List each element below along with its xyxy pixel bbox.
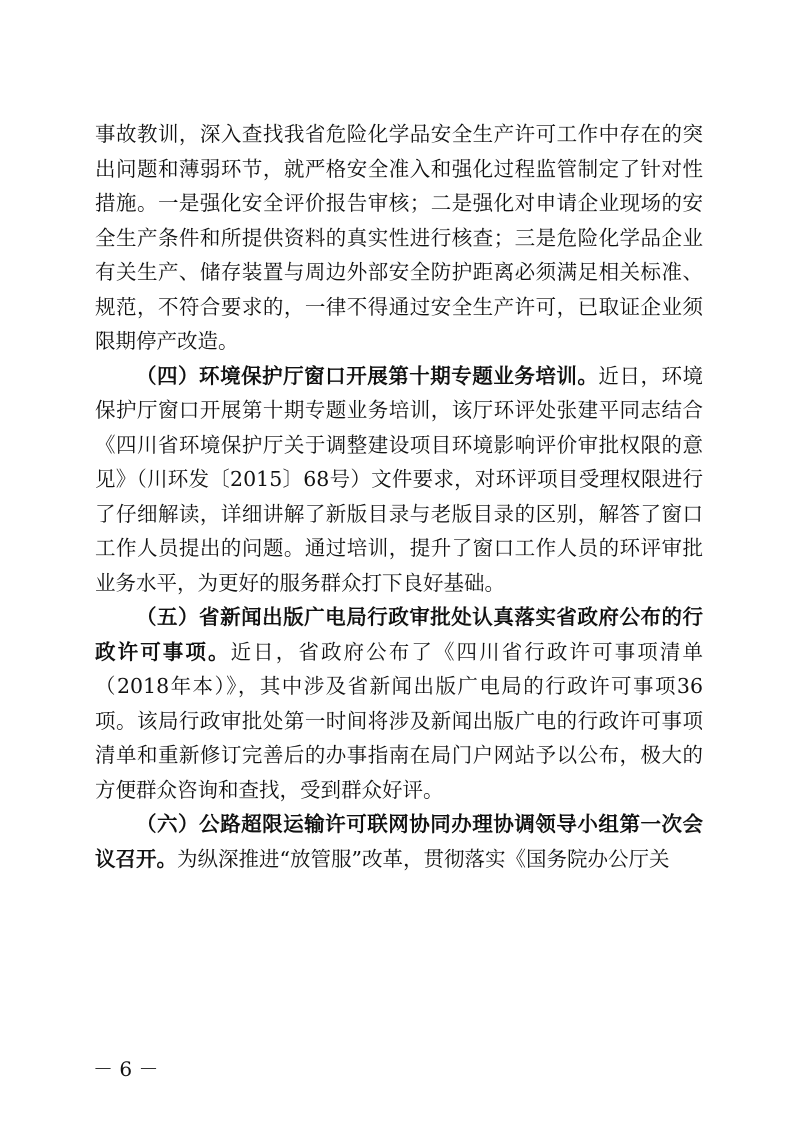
paragraph-item-6 — [95, 807, 703, 876]
paragraph-item-4 — [95, 359, 703, 601]
paragraph-text: 近日，省政府公布了《四川省行政许可事项清单（2018年本）》，其中涉及省新闻出版广电局的行政许可事项36项。该局行政审批处第一时间将涉及新闻出版广电的行政许可事项清单和重新修订完善后的办事指南在局门户网站予以公布，极大的方便群众咨询和查找，受到群众好评。 — [95, 639, 703, 802]
page-number: － 6 － — [93, 1057, 159, 1081]
paragraph-text: 近日，环境保护厅窗口开展第十期专题业务培训，该厅环评处张建平同志结合《四川省环境保护厅关于调整建设项目环境影响评价审批权限的意见》（川环发〔2015〕68号）文件要求，对环评项目受理权限进行了仔细解读，详细讲解了新版目录与老版目录的区别，解答了窗口工作人员提出的问题。通过培训，提升了窗口工作人员的环评审批业务水平，为更好的服务群众打下良好基础。 — [95, 363, 703, 595]
document-body — [95, 117, 703, 876]
paragraph-heading: （四）环境保护厅窗口开展第十期专题业务培训。 — [136, 363, 599, 388]
paragraph-text: 事故教训，深入查找我省危险化学品安全生产许可工作中存在的突出问题和薄弱环节，就严格安全准入和强化过程监管制定了针对性措施。一是强化安全评价报告审核；二是强化对申请企业现场的安全生产条件和所提供资料的真实性进行核查；三是危险化学品企业有关生产、储存装置与周边外部安全防护距离必须满足相关标准、规范，不符合要求的，一律不得通过安全生产许可，已取证企业须限期停产改造。 — [95, 122, 703, 353]
paragraph-heading: （五）省新闻出版广电局行政审批处认真落实省政府公布的行政许可事项。 — [95, 605, 703, 664]
paragraph-item-5 — [95, 600, 703, 807]
paragraph-text: 为纵深推进“放管服”改革，贯彻落实《国务院办公厅关 — [177, 846, 670, 871]
paragraph-continuation — [95, 117, 703, 359]
paragraph-heading: （六）公路超限运输许可联网协同办理协调领导小组第一次会议召开。 — [95, 812, 703, 871]
